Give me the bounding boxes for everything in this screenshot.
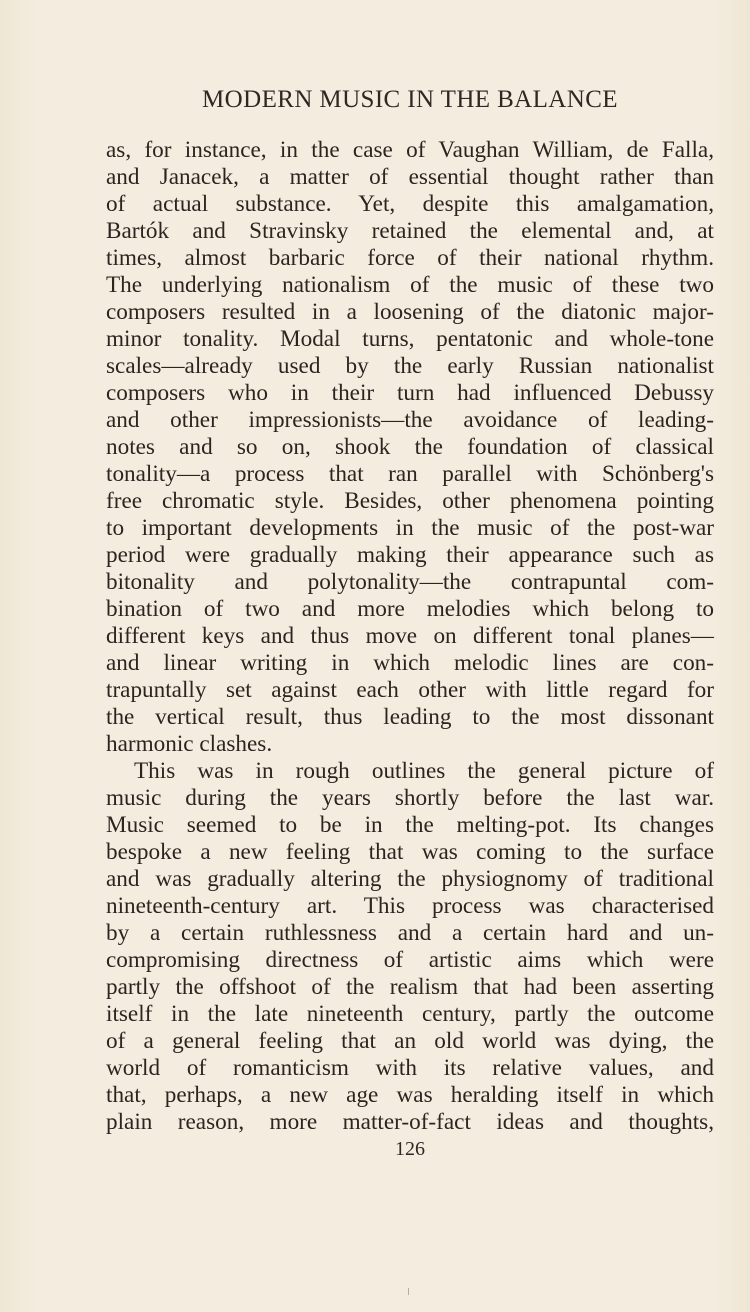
text-line: the vertical result, thus leading to the most dissonant <box>106 704 714 730</box>
text-line: harmonic clashes. <box>106 731 273 757</box>
text-line: different keys and thus move on different tonal planes— <box>106 623 714 649</box>
text-line: period were gradually making their appearance such as <box>106 542 714 568</box>
text-line: bination of two and more melodies which belong to <box>106 596 714 622</box>
body-text <box>106 137 714 1136</box>
text-line: scales—already used by the early Russian nationalist <box>106 353 714 379</box>
text-line: notes and so on, shook the foundation of classical <box>106 434 714 460</box>
text-line: to important developments in the music of the post-war <box>106 515 714 541</box>
text-line: of a general feeling that an old world was dying, the <box>106 1028 714 1054</box>
text-line: tonality—a process that ran parallel with Schönberg's <box>106 461 714 487</box>
text-line: and other impressionists—the avoidance of leading- <box>106 407 714 433</box>
text-line: partly the offshoot of the realism that had been asserting <box>106 974 714 1000</box>
text-line: that, perhaps, a new age was heralding itself in which <box>106 1082 714 1108</box>
text-line: minor tonality. Modal turns, pentatonic and whole-tone <box>106 326 714 352</box>
running-head: MODERN MUSIC IN THE BALANCE <box>202 86 618 113</box>
text-line: The underlying nationalism of the music of these two <box>106 272 714 298</box>
text-line: composers resulted in a loosening of the diatonic major- <box>106 299 714 325</box>
text-line: of actual substance. Yet, despite this amalgamation, <box>106 191 714 217</box>
text-line: composers who in their turn had influenced Debussy <box>106 380 714 406</box>
text-line: bespoke a new feeling that was coming to the surface <box>106 839 714 865</box>
text-line: by a certain ruthlessness and a certain hard and un- <box>106 920 714 946</box>
text-line: times, almost barbaric force of their national rhythm. <box>106 245 714 271</box>
text-line: Music seemed to be in the melting-pot. Its changes <box>106 812 714 838</box>
text-line: plain reason, more matter-of-fact ideas and thoughts, <box>106 1109 714 1135</box>
text-line: bitonality and polytonality—the contrapuntal com- <box>106 569 714 595</box>
text-line: free chromatic style. Besides, other phenomena pointing <box>106 488 714 514</box>
text-line: itself in the late nineteenth century, partly the outcome <box>106 1001 714 1027</box>
text-line: and linear writing in which melodic lines are con- <box>106 650 714 676</box>
text-line: as, for instance, in the case of Vaughan William, de Falla, <box>106 137 714 163</box>
text-line: music during the years shortly before the last war. <box>106 785 714 811</box>
page-number: 126 <box>395 1138 425 1160</box>
text-line: nineteenth-century art. This process was characterised <box>106 893 714 919</box>
text-line: This was in rough outlines the general picture of <box>134 758 714 784</box>
text-line: and Janacek, a matter of essential thought rather than <box>106 164 714 190</box>
text-line: and was gradually altering the physiognomy of traditional <box>106 866 714 892</box>
text-line: trapuntally set against each other with little regard for <box>106 677 714 703</box>
text-line: world of romanticism with its relative values, and <box>106 1055 714 1081</box>
paper-speck <box>408 1288 409 1295</box>
text-line: Bartók and Stravinsky retained the elemental and, at <box>106 218 714 244</box>
text-line: compromising directness of artistic aims which were <box>106 947 714 973</box>
